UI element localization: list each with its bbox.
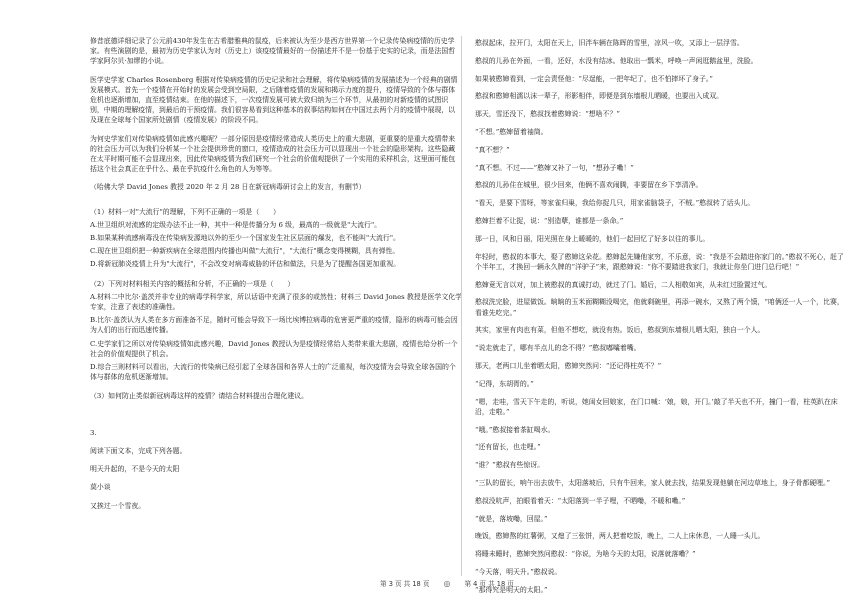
story-paragraph: “真不想。不过——”憨婶又补了一句，“想孙子嘞！”	[475, 163, 634, 172]
story-paragraph: 如果被憨婶看到，一定会责怪他：“尽逞能，一把年纪了，也不怕摔坏了身子。”	[475, 74, 713, 83]
story-paragraph: “谁？”憨叔有些惊讶。	[475, 461, 545, 470]
question-2-option-b: B.比尔·盖茨认为人类在多方面准备不足，随时可能会导致下一场比埃博拉病毒的危害更严重的疫情，隐形的病毒可能会因为人们的出行而迅速传播。	[90, 316, 458, 335]
story-paragraph: 那天，雪还没下，憨叔找着憨婶说：“想啥不？”	[475, 110, 620, 119]
story-title: 明天升起的，不是今天的太阳	[90, 465, 180, 474]
question-1-option-c: C.现在世卫组织把一种新疾病在全球范围内传播也叫做"大流行"，"大流行"概念变得模糊，具有弹性。	[90, 247, 400, 256]
story-paragraph: “三队的留长，响午出去放牛，太阳落坡后，只有牛回来，家人就去找，结果发现他躺在河边草地上，身子骨都硬哩。”	[475, 478, 831, 487]
question-1: （1）材料一对"大流行"的理解，下列不正确的一项是（ ）	[90, 207, 280, 216]
story-paragraph: “嗯，走哇，雪天下午走的，听说，她闺女回娘家，在门口喊：‘娘，娘，开门。’敲了半天也不开，撞门一看，柱英趴在床沿，走啦。”	[475, 397, 838, 416]
story-paragraph: “看天，是要下雪呀，等家雀归巢，我给你捉几只，用家雀脑袋子，不贼。”憨叔转了话头儿。	[475, 199, 755, 208]
story-paragraph: 将睡未睡时，憨婶突然问憨叔：“你说，为啥今天的太阳，说落就落嘞？”	[475, 550, 696, 559]
story-paragraph: “就是，落坡嘞，回屋。”	[475, 514, 548, 523]
story-first-line: 又挨过一个雪夜。	[90, 501, 146, 510]
question-1-option-a: A.世卫组织对流感的定级办法不止一种，其中一种是传播分为 6 级，最高的一级就是"大流行"。	[90, 220, 382, 229]
story-paragraph: “说走就走了，哪有半点儿的念不得？”憨叔嘟囔着嘴。	[475, 344, 641, 353]
story-paragraph: “真不想？”	[475, 145, 510, 154]
question-1-option-d: D.将新冠肺炎疫情上升为"大流行"，不会改变对病毒威胁的评估和做法，只是为了提醒各国更加重视。	[90, 260, 401, 269]
left-column	[90, 36, 462, 519]
column-divider	[461, 36, 462, 576]
story-paragraph: 其实，家里有肉也有菜，但他不想吃，就没有热。饭后，憨叔到东墙根儿晒太阳，独自一个人。	[475, 326, 765, 335]
story-paragraph: “那得究是明天的太阳。”	[475, 585, 548, 594]
story-paragraph: “哦。”憨叔接着茶缸喝水。	[475, 425, 555, 434]
question-2-option-a: A.材料二中比尔·盖茨并非专业的病毒学科学家，所以话语中充满了很多的或然性；材料三 David Jones 教授是医学文化学专家，注意了表述的准确性。	[90, 292, 462, 312]
story-paragraph: 憨叔和憨婶相濡以沫一辈子，形影相伴，即便是到东墙根儿晒暖，也要出入成双。	[475, 92, 724, 101]
left-page-number: 第 3 页 共 18 页	[380, 580, 430, 588]
story-paragraph: 那一日，风和日丽，阳光照在身上暖暖的，他们一起回忆了好多以往的事儿。	[475, 234, 710, 243]
story-paragraph: 年轻时，憨叔的本事大，娶了憨婶这朵花。憨婶起先嫌他家穷，不乐意，说：“我是不会踏进你家门的。”憨叔不死心，赶了个半年工，才换回一辆永久牌的“洋驴子”来，跟憨婶说：“你不要踏进我家门，我就让你坐门进门总行吧！”	[475, 252, 844, 271]
passage-paragraph-1: 修昔底德详细记录了公元前430年发生在古希腊雅典的鼠疫，后来被认为至少是西方世界第一个记录传染病疫情的历史学家。有些演剧的是，最初为历史学家认为对（历史上）该疫疫情最好的一份描述并不是一份基于史实的记录，而是法国哲学家阿尔贝·加缪的小说。	[90, 37, 456, 66]
question-1-option-b: B.如果某种流感病毒没在传染病发源地以外的至少一个国家发生社区层面的爆发，也不能叫"大流行"。	[90, 234, 400, 243]
question-3: （3）如何防止类似新冠病毒这样的疫情？请结合材料提出合理化建议。	[90, 392, 308, 401]
reading-prompt: 阅读下面文本，完成下列各题。	[90, 446, 187, 455]
passage-source: （哈佛大学 David Jones 教授 2020 年 2 月 28 日在新冠病毒研讨会上的发言，有删节）	[90, 183, 366, 192]
story-paragraph: 憨叔洗完脸，进屋做饭。晌晌的玉米面糊糊没喝完，他就剩碗里，再添一碗水，又熬了两个馍，“咱俩还一人一个，比赛，看谁先吃完。”	[475, 298, 844, 317]
story-paragraph: 憨叔没吭声，拍眼看着天：“太阳落到一半子哩，不晒嘞，不暖和嘞。”	[475, 496, 686, 505]
question-number: 3.	[90, 428, 97, 437]
story-paragraph: “记得，东胡胥的。”	[475, 379, 534, 388]
question-2: （2）下列对材料相关内容的概括和分析，不正确的一项是（ ）	[90, 279, 295, 288]
question-2-option-d: D.综合三则材料可以看出，大流行的传染病已经引起了全球各国和各界人士的广泛重视，每次疫情为会导致全球各国的个体与群体的危机逐渐增加。	[90, 363, 456, 382]
story-paragraph: “不想。”憨婶留着袖筒。	[475, 127, 548, 136]
story-paragraph: 憨叔的儿孙住在城里，很少回来，他俩不喜欢闹腾，非要留在乡下享清净。	[475, 181, 703, 190]
story-paragraph: 憨叔起床，拉开门，太阳在天上，旧泮车辆在陈晖的雪里，凉风一吹，又添上一层浮雪。	[475, 39, 744, 47]
story-paragraph: 晚饭，憨婶熬的红薯粥，又熄了三张饼，两人把着吃饭，晚上，二人上床休息，一人睡一头儿。	[475, 532, 765, 541]
right-column	[475, 38, 847, 603]
passage-paragraph-3: 为何史学家们对传染病疫情如此感兴趣呢？一部分原因是疫情经常造成人类历史上的重大悲剧，更重要的是重大疫情带来的社会压力可以为我们分析某一个社会提供珍贵的窗口，疫情造成的社会压力可以显现出一个社会的隐形架构。这些隐藏在太平时期可能不会显现出来，因此传染病疫情为我们研究一个社会的价值观提供了一个实用的采样机会，这里面可能包括这个社会真正在乎什么、最在乎抗疫什么角色的人为等等。	[90, 134, 456, 174]
story-paragraph: 憨婶拦着不让捉，说：“别造孽，谁都是一条命。”	[475, 216, 624, 225]
question-2-option-c: C.史学家们之所以对传染病疫情如此感兴趣，David Jones 教授认为是疫情经常给人类带来重大悲剧，疫情也给分析一个社会的价值观提供了机会。	[90, 339, 458, 358]
passage-paragraph-2: 医学史学家 Charles Rosenberg 根据对传染病疫情的历史记录和社会理解，将传染病疫情的发展描述为一个经典的剧情发展模式。首先一个疫情在开始时的发展会受到空局限，之后随着疫情的发展和揭示力度的提升，疫情导致的个体与群体危机也逐渐增加，直至疫情结束。在他的描述下，一次疫情发展可被大致归纳为三个环节，从最初的对新疫情的试图识别，中期的理解疫情，到最后的干预疫情。我们很容易看到这种基本的叙事结构如何在中国过去两个月的疫情中展现，以及现在全球每个国家所处剧情（疫情发展）的阶段不同。	[90, 75, 458, 125]
story-paragraph: 憨叔的儿孙在外面，一看，还好，水没有结冰。他取出一瓢米，呼唤一声闲逛鹅盆里，洗脸。	[475, 56, 758, 65]
footer-separator: ◎	[443, 578, 451, 588]
page-footer	[380, 578, 640, 588]
story-paragraph: “还有留长，也走哩。”	[475, 443, 541, 452]
right-page-number: 第 4 页 共 18 页	[464, 580, 514, 588]
story-paragraph: “今天落，明天升。”憨叔说。	[475, 567, 562, 576]
story-paragraph: 那天，老两口儿坐着晒太阳，憨婶突然问：“还记得柱英不？”	[475, 361, 662, 370]
story-paragraph: 憨婶竟无言以对，加上被憨叔的真诚打动，就过了门。婚后，二人相敬如宾，从未红过脸置过气。	[475, 280, 772, 289]
story-author: 莫小谈	[90, 483, 111, 492]
